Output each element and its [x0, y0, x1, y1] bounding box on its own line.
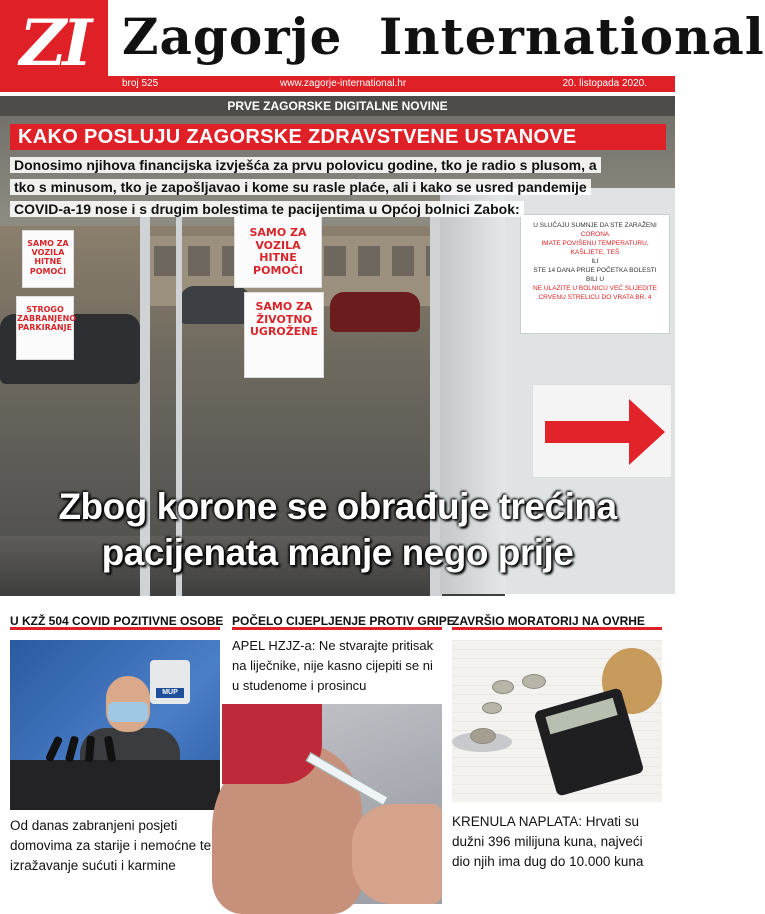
coin-icon: [482, 702, 502, 714]
notice-line: NE ULAZITE U BOLNICU VEĆ SLIJEDITE: [533, 285, 657, 292]
red-arrow-sign: [532, 384, 672, 478]
hero-title-line: pacijenata manje nego prije: [101, 532, 574, 573]
notice-line: U SLUČAJU SUMNJE DA STE ZARAŽENI: [533, 222, 657, 229]
sign-emergency-vehicles: SAMO ZA VOZILA HITNE POMOĆI: [234, 216, 322, 288]
hero-lead[interactable]: [10, 154, 670, 220]
story-debt-moratorium[interactable]: [452, 612, 662, 872]
microphone-icon: [65, 735, 79, 762]
story-summary[interactable]: APEL HZJZ-a: Ne stvarajte pritisak na liječnike, nije kasno cijepiti se ni u studenome i prosincu: [232, 638, 434, 693]
masthead: [0, 0, 765, 98]
hospital-notice: [520, 214, 670, 334]
story-photo-vaccine[interactable]: [232, 704, 442, 904]
sign-emergency-vehicles: SAMO ZA VOZILA HITNE POMOĆI: [22, 230, 74, 288]
sleeve: [222, 704, 322, 784]
hero-headline[interactable]: KAKO POSLUJU ZAGORSKE ZDRAVSTVENE USTANOVE: [10, 124, 666, 150]
notice-line: IMATE POVIŠENU TEMPERATURU, KAŠLJETE, TEŠ: [541, 240, 649, 256]
hero-story[interactable]: [0, 96, 675, 594]
notice-line: STE 14 DANA PRIJE POČETKA BOLESTI BILI U: [533, 267, 657, 283]
coin-icon: [492, 680, 514, 694]
hero-photo-car: [180, 286, 250, 324]
sign-no-parking: STROGO ZABRANJENO PARKIRANJE: [16, 296, 74, 360]
notice-line: CRVENU STRELICU DO VRATA BR. 4: [538, 294, 652, 301]
arrow-right-icon: [533, 385, 673, 479]
story-summary[interactable]: KRENULA NAPLATA: Hrvati su dužni 396 milijuna kuna, najveći dio njih ima dug do 10.000 kuna: [452, 814, 644, 869]
coin-icon: [470, 728, 496, 744]
logo[interactable]: [0, 0, 108, 92]
hero-lead-line: COVID-a-19 nose i s drugim bolestima te pacijentima u Općoj bolnici Zabok:: [10, 201, 524, 217]
story-summary[interactable]: Od danas zabranjeni posjeti domovima za starije i nemoćne te izražavanje sućuti i karmine: [10, 818, 212, 873]
coin-icon: [522, 674, 546, 689]
story-heading[interactable]: U KZŽ 504 COVID POZITIVNE OSOBE: [10, 614, 224, 628]
newspaper-title[interactable]: Zagorje International: [122, 7, 765, 66]
story-covid-cases[interactable]: [10, 612, 224, 876]
story-flu-vaccination[interactable]: [232, 612, 455, 904]
face-mask-icon: [108, 702, 148, 722]
notice-line: CORONA: [580, 231, 610, 238]
badge-label: MUP: [156, 688, 184, 698]
hand: [352, 804, 442, 904]
logo-text: ZI: [19, 6, 89, 81]
hero-lead-line: tko s minusom, tko je zapošljavao i kome su rasle plaće, ali i kako se usred pandemije: [10, 179, 591, 195]
sign-life-threatened: SAMO ZA ŽIVOTNO UGROŽENE: [244, 292, 324, 378]
website-link[interactable]: www.zagorje-international.hr: [280, 78, 407, 89]
issue-date: 20. listopada 2020.: [562, 78, 647, 89]
story-photo-calculator[interactable]: [452, 640, 662, 802]
notice-line: ILI: [591, 258, 599, 265]
story-heading[interactable]: ZAVRŠIO MORATORIJ NA OVRHE: [452, 612, 662, 630]
story-photo-press-conference[interactable]: [10, 640, 220, 810]
info-bar: [108, 76, 675, 92]
issue-number: broj 525: [122, 78, 159, 89]
podium: [10, 760, 220, 810]
hero-photo-car: [330, 292, 420, 332]
hero-lead-line: Donosimo njihova financijska izvješća za prvu polovicu godine, tko je radio s plusom, a: [10, 157, 601, 173]
story-heading[interactable]: POČELO CIJEPLJENJE PROTIV GRIPE: [232, 614, 455, 628]
microphone-icon: [45, 736, 63, 763]
tagline: PRVE ZAGORSKE DIGITALNE NOVINE: [0, 96, 675, 116]
hero-title-line: Zbog korone se obrađuje trećina: [58, 486, 617, 527]
hero-title[interactable]: [0, 484, 675, 576]
